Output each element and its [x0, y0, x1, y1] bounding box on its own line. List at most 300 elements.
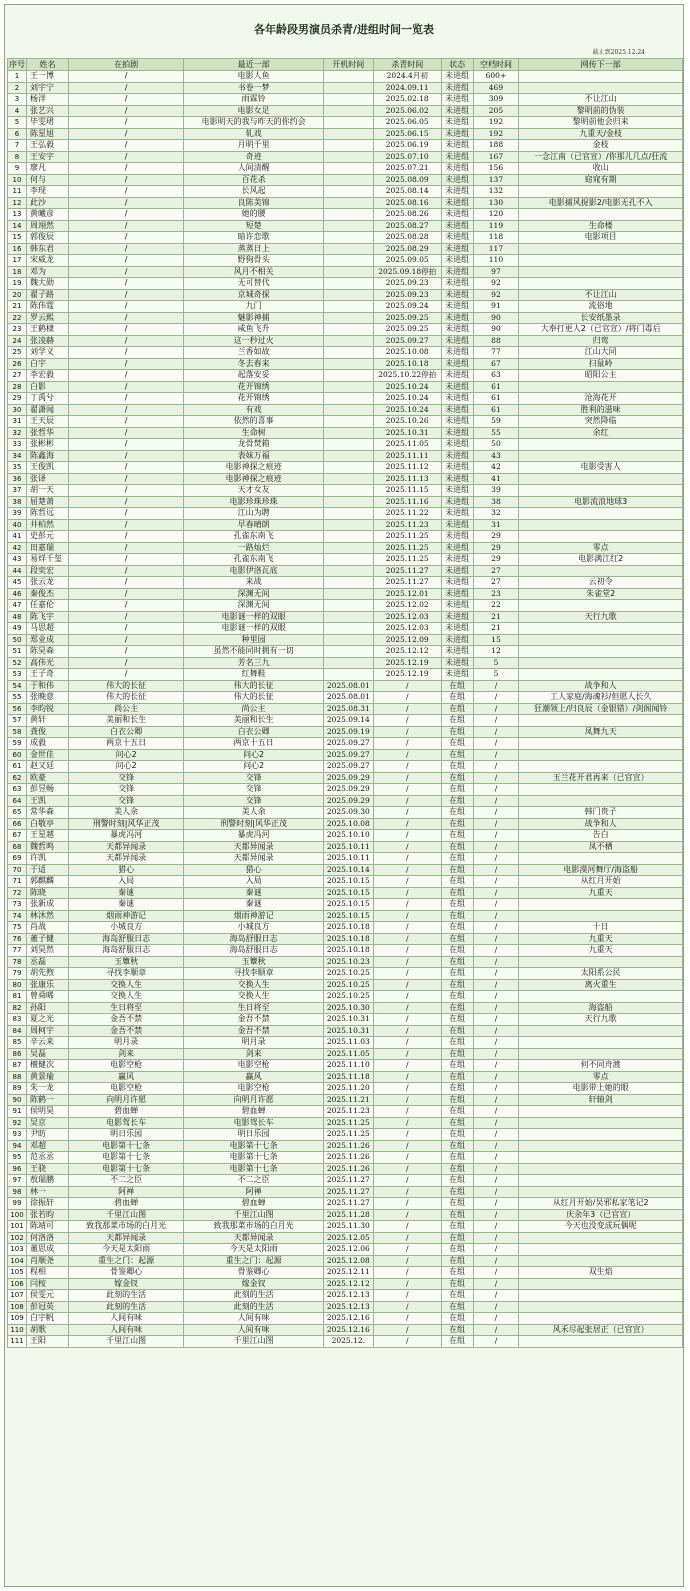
- actor-name-cell: 彭昱畅: [27, 784, 69, 796]
- gap-days-cell: 55: [473, 427, 519, 439]
- latest-work-cell: 电影谜一样的双眼: [184, 623, 323, 635]
- wrap-date-cell: 2025.10.18: [373, 358, 441, 370]
- gap-days-cell: 23: [473, 588, 519, 600]
- gap-days-cell: /: [473, 956, 519, 968]
- current-show-cell: 白衣公卿: [68, 726, 183, 738]
- wrap-date-cell: 2025.09.25: [373, 324, 441, 336]
- start-date-cell: 2025.12.08: [323, 1255, 373, 1267]
- wrap-date-cell: 2025.08.26: [373, 209, 441, 221]
- gap-days-cell: /: [473, 968, 519, 980]
- rumored-next-cell: [519, 1255, 683, 1267]
- table-row: [8, 197, 683, 209]
- gap-days-cell: /: [473, 1336, 519, 1348]
- current-show-cell: /: [68, 255, 183, 267]
- gap-days-cell: 67: [473, 358, 519, 370]
- table-row: [8, 508, 683, 520]
- start-date-cell: 2025.12.16: [323, 1324, 373, 1336]
- rumored-next-cell: [519, 565, 683, 577]
- start-date-cell: [323, 416, 373, 428]
- start-date-cell: 2025.12.06: [323, 1244, 373, 1256]
- start-date-cell: 2025.10.15: [323, 876, 373, 888]
- actor-name-cell: 赵又廷: [27, 761, 69, 773]
- row-number-cell: 94: [8, 1140, 27, 1152]
- row-number-cell: 89: [8, 1083, 27, 1095]
- row-number-cell: 99: [8, 1198, 27, 1210]
- status-cell: 在组: [441, 1060, 473, 1072]
- latest-work-cell: 美人余: [184, 807, 323, 819]
- actor-name-cell: 陈靖可: [27, 1221, 69, 1233]
- table-row: [8, 335, 683, 347]
- table-row: [8, 841, 683, 853]
- rumored-next-cell: 轩辕剑: [519, 1094, 683, 1106]
- current-show-cell: 猎心: [68, 864, 183, 876]
- current-show-cell: 伟大的长征: [68, 692, 183, 704]
- start-date-cell: [323, 324, 373, 336]
- actor-name-cell: 朱一龙: [27, 1083, 69, 1095]
- header-cell: 序号: [9, 59, 25, 69]
- start-date-cell: [323, 473, 373, 485]
- start-date-cell: 2025.12.12: [323, 1278, 373, 1290]
- status-cell: 未进组: [441, 381, 473, 393]
- row-number-cell: 1: [8, 71, 27, 83]
- actor-name-cell: 陈鹤一: [27, 1094, 69, 1106]
- wrap-date-cell: /: [373, 1083, 441, 1095]
- start-date-cell: [323, 301, 373, 313]
- actor-name-cell: 张哲华: [27, 427, 69, 439]
- wrap-date-cell: /: [373, 784, 441, 796]
- start-date-cell: [323, 243, 373, 255]
- start-date-cell: 2025.11.05: [323, 1048, 373, 1060]
- wrap-date-cell: /: [373, 680, 441, 692]
- latest-work-cell: 海岛舒服日志: [184, 933, 323, 945]
- row-number-cell: 107: [8, 1290, 27, 1302]
- actor-name-cell: 何与: [27, 174, 69, 186]
- latest-work-cell: 电影女足: [184, 105, 323, 117]
- current-show-cell: 天都异闻录: [68, 1232, 183, 1244]
- row-number-cell: 96: [8, 1163, 27, 1175]
- row-number-cell: 38: [8, 496, 27, 508]
- latest-work-cell: 一路灿烂: [184, 542, 323, 554]
- table-row: [8, 94, 683, 106]
- table-row: [8, 784, 683, 796]
- gap-days-cell: /: [473, 1014, 519, 1026]
- gap-days-cell: 469: [473, 82, 519, 94]
- latest-work-cell: 天都异闻录: [184, 1232, 323, 1244]
- table-row: [8, 416, 683, 428]
- row-number-cell: 27: [8, 370, 27, 382]
- start-date-cell: 2025.11.26: [323, 1140, 373, 1152]
- actor-name-cell: 张彬彬: [27, 439, 69, 451]
- wrap-date-cell: /: [373, 1198, 441, 1210]
- rumored-next-cell: 天行九歌: [519, 611, 683, 623]
- header-cell: 最近一部: [184, 59, 323, 71]
- table-row: [8, 220, 683, 232]
- start-date-cell: 2025.10.11: [323, 841, 373, 853]
- table-row: [8, 1186, 683, 1198]
- status-cell: 在组: [441, 968, 473, 980]
- table-row: [8, 151, 683, 163]
- row-number-cell: 83: [8, 1014, 27, 1026]
- actor-name-cell: 彭冠英: [27, 1301, 69, 1313]
- gap-days-cell: 22: [473, 600, 519, 612]
- actor-name-cell: 于适: [27, 864, 69, 876]
- row-number-cell: 97: [8, 1175, 27, 1187]
- actor-name-cell: 孙阳: [27, 1002, 69, 1014]
- row-number-cell: 35: [8, 462, 27, 474]
- actor-name-cell: 郭俊辰: [27, 232, 69, 244]
- table-row: [8, 1048, 683, 1060]
- rumored-next-cell: 战争和人: [519, 680, 683, 692]
- table-row: [8, 289, 683, 301]
- wrap-date-cell: /: [373, 876, 441, 888]
- rumored-next-cell: 扫鼠岭: [519, 358, 683, 370]
- rumored-next-cell: [519, 381, 683, 393]
- wrap-date-cell: /: [373, 1221, 441, 1233]
- wrap-date-cell: 2025.10.31: [373, 427, 441, 439]
- row-number-cell: 29: [8, 393, 27, 405]
- status-cell: 在组: [441, 715, 473, 727]
- latest-work-cell: 骨鉴卿心: [184, 1267, 323, 1279]
- latest-work-cell: 江山为聘: [184, 508, 323, 520]
- actor-name-cell: 李宏毅: [27, 370, 69, 382]
- wrap-date-cell: 2025.08.29: [373, 243, 441, 255]
- table-row: [8, 600, 683, 612]
- gap-days-cell: 61: [473, 393, 519, 405]
- wrap-date-cell: 2025.10.24: [373, 393, 441, 405]
- rumored-next-cell: 长安纸墨录: [519, 312, 683, 324]
- rumored-next-cell: 生命楼: [519, 220, 683, 232]
- rumored-next-cell: 电影流浪地球3: [519, 496, 683, 508]
- row-number-cell: 51: [8, 646, 27, 658]
- actor-name-cell: 罗云熙: [27, 312, 69, 324]
- row-number-cell: 85: [8, 1037, 27, 1049]
- rumored-next-cell: 海盗船: [519, 1002, 683, 1014]
- row-number-cell: 45: [8, 577, 27, 589]
- current-show-cell: 千里江山图: [68, 1336, 183, 1348]
- current-show-cell: 交换人生: [68, 991, 183, 1003]
- gap-days-cell: 21: [473, 623, 519, 635]
- status-cell: 未进组: [441, 565, 473, 577]
- gap-days-cell: /: [473, 680, 519, 692]
- table-row: [8, 1071, 683, 1083]
- rumored-next-cell: 余红: [519, 427, 683, 439]
- row-number-cell: 74: [8, 910, 27, 922]
- table-row: [8, 163, 683, 175]
- latest-work-cell: 咸鱼飞升: [184, 324, 323, 336]
- actor-name-cell: 段奕宏: [27, 565, 69, 577]
- wrap-date-cell: /: [373, 726, 441, 738]
- current-show-cell: 秦谜: [68, 899, 183, 911]
- actor-name-cell: 张新成: [27, 899, 69, 911]
- gap-days-cell: 5: [473, 657, 519, 669]
- header-row: [8, 59, 683, 71]
- latest-work-cell: 电影珍珠珍珠: [184, 496, 323, 508]
- wrap-date-cell: 2025.12.03: [373, 611, 441, 623]
- latest-work-cell: 剑来: [184, 1048, 323, 1060]
- rumored-next-cell: [519, 1037, 683, 1049]
- actor-name-cell: 夏之光: [27, 1014, 69, 1026]
- status-cell: 在组: [441, 1071, 473, 1083]
- wrap-date-cell: 2025.10.22停拍: [373, 370, 441, 382]
- wrap-date-cell: 2025.09.23: [373, 289, 441, 301]
- actor-name-cell: 郑业成: [27, 634, 69, 646]
- current-show-cell: 人间有味: [68, 1313, 183, 1325]
- rumored-next-cell: 庆余年3（已官宣）: [519, 1209, 683, 1221]
- rumored-next-cell: [519, 1117, 683, 1129]
- start-date-cell: [323, 611, 373, 623]
- latest-work-cell: 阿禅: [184, 1186, 323, 1198]
- wrap-date-cell: /: [373, 1025, 441, 1037]
- actor-name-cell: 丁禹兮: [27, 393, 69, 405]
- start-date-cell: 2025.08.31: [323, 703, 373, 715]
- gap-days-cell: /: [473, 761, 519, 773]
- latest-work-cell: 电影谜一样的双眼: [184, 611, 323, 623]
- row-number-cell: 108: [8, 1301, 27, 1313]
- rumored-next-cell: [519, 485, 683, 497]
- start-date-cell: [323, 508, 373, 520]
- rumored-next-cell: 离火重生: [519, 979, 683, 991]
- wrap-date-cell: /: [373, 899, 441, 911]
- latest-work-cell: 交锋: [184, 784, 323, 796]
- status-cell: 在组: [441, 1129, 473, 1141]
- row-number-cell: 53: [8, 669, 27, 681]
- gap-days-cell: /: [473, 1048, 519, 1060]
- gap-days-cell: /: [473, 991, 519, 1003]
- current-show-cell: /: [68, 381, 183, 393]
- start-date-cell: 2025.12.16: [323, 1313, 373, 1325]
- rumored-next-cell: [519, 910, 683, 922]
- actor-name-cell: 陈伟霆: [27, 301, 69, 313]
- table-row: [8, 324, 683, 336]
- rumored-next-cell: [519, 623, 683, 635]
- actor-name-cell: 许凯: [27, 853, 69, 865]
- wrap-date-cell: 2025.11.05: [373, 439, 441, 451]
- actor-name-cell: 董子健: [27, 933, 69, 945]
- row-number-cell: 3: [8, 94, 27, 106]
- status-cell: 未进组: [441, 232, 473, 244]
- start-date-cell: [323, 209, 373, 221]
- current-show-cell: 此刻的生活: [68, 1290, 183, 1302]
- wrap-date-cell: /: [373, 968, 441, 980]
- latest-work-cell: 电影第十七条: [184, 1152, 323, 1164]
- current-show-cell: 电影驾长车: [68, 1117, 183, 1129]
- latest-work-cell: 秦谜: [184, 899, 323, 911]
- table-row: [8, 1163, 683, 1175]
- current-show-cell: /: [68, 347, 183, 359]
- row-number-cell: 56: [8, 703, 27, 715]
- start-date-cell: 2025.10.10: [323, 830, 373, 842]
- current-show-cell: 电影第十七条: [68, 1152, 183, 1164]
- current-show-cell: 骨鉴卿心: [68, 1267, 183, 1279]
- row-number-cell: 62: [8, 772, 27, 784]
- page-title: 各年龄段男演员杀青/进组时间一览表: [253, 23, 435, 36]
- actor-name-cell: 屈楚萧: [27, 496, 69, 508]
- status-cell: 未进组: [441, 197, 473, 209]
- table-row: [8, 232, 683, 244]
- rumored-next-cell: 归鸾: [519, 335, 683, 347]
- start-date-cell: [323, 623, 373, 635]
- actor-name-cell: 曾舜晞: [27, 991, 69, 1003]
- row-number-cell: 21: [8, 301, 27, 313]
- status-cell: 未进组: [441, 508, 473, 520]
- status-cell: 在组: [441, 761, 473, 773]
- status-cell: 未进组: [441, 588, 473, 600]
- table-row: [8, 1014, 683, 1026]
- rumored-next-cell: [519, 450, 683, 462]
- start-date-cell: [323, 669, 373, 681]
- status-cell: 在组: [441, 1267, 473, 1279]
- latest-work-cell: 暴虎冯河: [184, 830, 323, 842]
- status-cell: 未进组: [441, 462, 473, 474]
- row-number-cell: 110: [8, 1324, 27, 1336]
- wrap-date-cell: 2025.11.12: [373, 462, 441, 474]
- actor-name-cell: 刘宇宁: [27, 82, 69, 94]
- current-show-cell: 金吾不禁: [68, 1025, 183, 1037]
- start-date-cell: [323, 312, 373, 324]
- rumored-next-cell: [519, 519, 683, 531]
- start-date-cell: [323, 278, 373, 290]
- start-date-cell: 2025.12.: [323, 1336, 373, 1348]
- gap-days-cell: 92: [473, 278, 519, 290]
- latest-work-cell: 两京十五日: [184, 738, 323, 750]
- rumored-next-cell: 不让江山: [519, 94, 683, 106]
- gap-days-cell: /: [473, 1324, 519, 1336]
- start-date-cell: [323, 140, 373, 152]
- wrap-date-cell: 2025.12.19: [373, 669, 441, 681]
- actor-name-cell: 陈晓: [27, 887, 69, 899]
- status-cell: 未进组: [441, 542, 473, 554]
- start-date-cell: 2025.08.01: [323, 692, 373, 704]
- wrap-date-cell: 2025.02.18: [373, 94, 441, 106]
- gap-days-cell: /: [473, 922, 519, 934]
- gap-days-cell: /: [473, 876, 519, 888]
- current-show-cell: 金吾不禁: [68, 1014, 183, 1026]
- rumored-next-cell: [519, 749, 683, 761]
- current-show-cell: /: [68, 473, 183, 485]
- table-row: [8, 117, 683, 129]
- wrap-date-cell: 2025.11.15: [373, 485, 441, 497]
- rumored-next-cell: [519, 243, 683, 255]
- status-cell: 在组: [441, 899, 473, 911]
- row-number-cell: 101: [8, 1221, 27, 1233]
- wrap-date-cell: 2024.09.11: [373, 82, 441, 94]
- row-number-cell: 52: [8, 657, 27, 669]
- gap-days-cell: 117: [473, 243, 519, 255]
- wrap-date-cell: /: [373, 818, 441, 830]
- rumored-next-cell: 凤舞九天: [519, 726, 683, 738]
- status-cell: 未进组: [441, 163, 473, 175]
- actor-name-cell: 陈鑫海: [27, 450, 69, 462]
- wrap-date-cell: 2024.4月初: [373, 71, 441, 83]
- rumored-next-cell: 九重天/金枝: [519, 128, 683, 140]
- current-show-cell: 刑警时刻|风华正茂: [68, 818, 183, 830]
- latest-work-cell: 电影第十七条: [184, 1163, 323, 1175]
- table-row: [8, 243, 683, 255]
- header-cell: 开机时间: [323, 59, 373, 71]
- latest-work-cell: 冬去春来: [184, 358, 323, 370]
- wrap-date-cell: /: [373, 1324, 441, 1336]
- status-cell: 未进组: [441, 439, 473, 451]
- latest-work-cell: 有戏: [184, 404, 323, 416]
- status-cell: 未进组: [441, 358, 473, 370]
- row-number-cell: 93: [8, 1129, 27, 1141]
- actor-name-cell: 魏哲鸣: [27, 841, 69, 853]
- status-cell: 在组: [441, 1002, 473, 1014]
- latest-work-cell: 人间清醒: [184, 163, 323, 175]
- actor-name-cell: 王一博: [27, 71, 69, 83]
- latest-work-cell: 人间有味: [184, 1313, 323, 1325]
- actor-name-cell: 檀健次: [27, 1060, 69, 1072]
- wrap-date-cell: 2025.08.14: [373, 186, 441, 198]
- latest-work-cell: 蒸蒸日上: [184, 243, 323, 255]
- status-cell: 未进组: [441, 71, 473, 83]
- start-date-cell: 2025.10.18: [323, 945, 373, 957]
- header-cell: 状态: [441, 59, 473, 71]
- current-show-cell: 交锋: [68, 772, 183, 784]
- actor-name-cell: 敖瑞鹏: [27, 1175, 69, 1187]
- current-show-cell: /: [68, 301, 183, 313]
- rumored-next-cell: [519, 761, 683, 773]
- actor-name-cell: 王星越: [27, 830, 69, 842]
- start-date-cell: 2025.10.31: [323, 1025, 373, 1037]
- wrap-date-cell: /: [373, 1094, 441, 1106]
- row-number-cell: 79: [8, 968, 27, 980]
- current-show-cell: 向明月许愿: [68, 1094, 183, 1106]
- status-cell: 未进组: [441, 151, 473, 163]
- latest-work-cell: 依然的喜事: [184, 416, 323, 428]
- status-cell: 在组: [441, 922, 473, 934]
- latest-work-cell: 龙骨焚箱: [184, 439, 323, 451]
- current-show-cell: 千里江山图: [68, 1209, 183, 1221]
- start-date-cell: 2025.10.25: [323, 991, 373, 1003]
- wrap-date-cell: 2025.07.21: [373, 163, 441, 175]
- gap-days-cell: 5: [473, 669, 519, 681]
- current-show-cell: 交锋: [68, 784, 183, 796]
- start-date-cell: 2025.09.29: [323, 795, 373, 807]
- status-cell: 未进组: [441, 278, 473, 290]
- table-row: [8, 1267, 683, 1279]
- current-show-cell: /: [68, 358, 183, 370]
- table-row: [8, 1083, 683, 1095]
- start-date-cell: 2025.12.11: [323, 1267, 373, 1279]
- table-row: [8, 255, 683, 267]
- current-show-cell: /: [68, 105, 183, 117]
- actor-name-cell: 韩东君: [27, 243, 69, 255]
- gap-days-cell: 15: [473, 634, 519, 646]
- latest-work-cell: 金吾不禁: [184, 1025, 323, 1037]
- gap-days-cell: /: [473, 945, 519, 957]
- table-row: [8, 830, 683, 842]
- current-show-cell: 嫁金钗: [68, 1278, 183, 1290]
- table-sheet: [4, 4, 684, 1587]
- gap-days-cell: /: [473, 1278, 519, 1290]
- gap-days-cell: 61: [473, 381, 519, 393]
- actor-name-cell: 张晚意: [27, 692, 69, 704]
- gap-days-cell: 156: [473, 163, 519, 175]
- wrap-date-cell: /: [373, 922, 441, 934]
- start-date-cell: [323, 542, 373, 554]
- status-cell: 未进组: [441, 209, 473, 221]
- latest-work-cell: 天才女友: [184, 485, 323, 497]
- table-row: [8, 910, 683, 922]
- wrap-date-cell: 2025.09.27: [373, 335, 441, 347]
- rumored-next-cell: 黎明前的伪装: [519, 105, 683, 117]
- table-row: [8, 404, 683, 416]
- wrap-date-cell: 2025.12.12: [373, 646, 441, 658]
- actor-name-cell: 闫桉: [27, 1278, 69, 1290]
- actor-name-cell: 程相: [27, 1267, 69, 1279]
- row-number-cell: 73: [8, 899, 27, 911]
